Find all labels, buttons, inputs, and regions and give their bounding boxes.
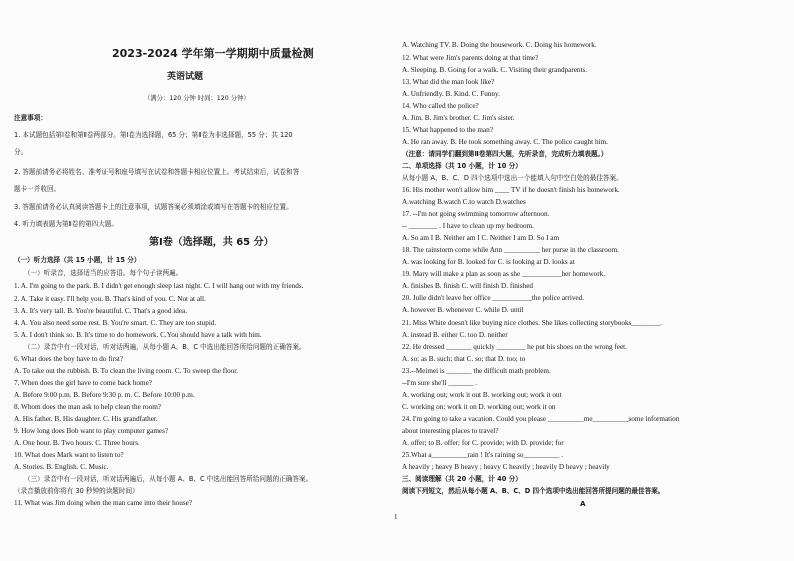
single-choice-heading: 二、单项选择（共 10 小题，计 10 分） xyxy=(402,162,522,170)
notes-item: 题卡一并收回。 xyxy=(14,185,61,193)
section3-instruction: （三）录音中有一段对话，听对话两遍后，从每小题 A、B、C 中选出能回答所给问题的正确答案。 xyxy=(24,475,313,483)
notes-item: 3. 答题前请务必认真阅读答题卡上的注意事项，试题答案必须填涂或填写在答题卡的相应位置。 xyxy=(14,203,293,211)
listening-heading: （一）听力选择（共 15 小题，计 15 分） xyxy=(14,256,141,264)
option-line: A. Unfriendly. B. Kind. C. Funny. xyxy=(402,90,500,98)
single-choice-instruction: 从每小题 A、B、C、D 四个选项中选出一个能填入句中空白处的最佳答案。 xyxy=(402,174,623,182)
part1-heading: 第Ⅰ卷（选择题，共 65 分） xyxy=(149,237,274,248)
option-line: A.watching B.watch C.to watch D.watches xyxy=(402,198,526,206)
question-line: 1. A. I'm going to the park. B. I didn't get enough sleep last night. C. I will hang out with my friends. xyxy=(14,282,304,290)
question-line: 10. What does Mark want to listen to? xyxy=(14,451,124,459)
question-line: 20. Julie didn't leave her office ___________the police arrived. xyxy=(402,294,584,302)
question-line: 11. What was Jim doing when the man came into their house? xyxy=(14,499,193,507)
question-line: A. One hour. B. Two hours. C. Three hours. xyxy=(14,439,140,447)
notes-item: 1. 本试题包括第Ⅰ卷和第Ⅱ卷两部分。第Ⅰ卷为选择题，65 分；第Ⅱ卷为非选择题，55 分；共 120 xyxy=(14,131,293,139)
question-line: 15. What happened to the man? xyxy=(402,126,493,134)
question-line: 8. Whom does the man ask to help clean the room? xyxy=(14,403,161,411)
question-line: 4. A. You also need some rest. B. You're smart. C. They are too stupid. xyxy=(14,319,217,327)
question-line: 9. How long does Bob want to play computer games? xyxy=(14,427,169,435)
question-line: 12. What were Jim's parents doing at that time? xyxy=(402,54,539,62)
option-line: A. so; as B. such; that C. so; that D. too; to xyxy=(402,355,526,363)
option-line: A. Jim. B. Jim's brother. C. Jim's sister. xyxy=(402,114,515,122)
question-line: A. Stories. B. English. C. Music. xyxy=(14,463,109,471)
question-line: 2. A. Take it easy. I'll help you. B. That's kind of you. C. Not at all. xyxy=(14,295,206,303)
option-line: A. instead B. either C. too D. neither xyxy=(402,331,508,339)
section3-instruction: （录音播放前你将有 30 秒钟的读题时间） xyxy=(14,487,139,495)
question-line: 18. The rainstorm come while Ann __________ her purse in the classroom. xyxy=(402,246,619,254)
exam-subject: 英语试题 xyxy=(167,72,204,82)
question-line: -- ________ . I have to clean up my bedroom. xyxy=(402,222,534,230)
question-line: 16. His mother won't allow him ____ TV if he doesn't finish his homework. xyxy=(402,186,620,194)
option-line: A. working out; work it out B. working out; work it out xyxy=(402,391,562,399)
option-line: A. however B. whenever C. while D. until xyxy=(402,306,524,314)
question-line: 23.--Meimei is _______ the difficult math problem. xyxy=(402,367,551,375)
question-line: 5. A. I don't think so. B. It's time to do homework. C.You should have a talk with him. xyxy=(14,331,262,339)
option-line: A. was looking for B. looked for C. is looking at D. looks at xyxy=(402,258,575,266)
question-line: 13. What did the man look like? xyxy=(402,78,495,86)
question-line: A. Before 9:00 p.m. B. Before 9:30 p. m. C. Before 10:00 p.m. xyxy=(14,391,195,399)
question-line: 6. What does the boy have to do first? xyxy=(14,355,124,363)
question-line: 7. When does the girl have to come back home? xyxy=(14,379,152,387)
reading-heading: 三、阅读理解（共 20 小题，计 40 分） xyxy=(402,475,522,483)
question-line: 17. --I'm not going swimming tomorrow afternoon. xyxy=(402,210,550,218)
question-line: 19. Mary will make a plan as soon as she ___________her homework. xyxy=(402,270,606,278)
question-line: about interesting places to travel? xyxy=(402,427,499,435)
question-line: A. His father. B. His daughter. C. His grandfather. xyxy=(14,415,158,423)
page-number: 1 xyxy=(394,513,398,521)
option-line: A. offer; to B. offer; for C. provide; with D. provide; for xyxy=(402,439,564,447)
option-line: A. So am I B. Neither am I C. Neither I am D. So I am xyxy=(402,234,560,242)
passage-label: A xyxy=(580,499,586,508)
exam-meta: （满分：120 分钟 时间：120 分钟） xyxy=(144,95,250,102)
question-line: 21. Miss White doesn't like buying nice clothes. She likes collecting storybooks________. xyxy=(402,319,662,327)
question-line: 24. I'm going to take a vacation. Could you please __________me__________some information xyxy=(402,415,680,423)
question-line: 25.What a__________rain ! It's raining so__________ . xyxy=(402,451,563,459)
question-line: 14. Who called the police? xyxy=(402,102,479,110)
question-line: 3. A. It's very tall. B. You're beautiful. C. That's a good idea. xyxy=(14,307,188,315)
question-line: 22. He dressed _______ quickly ________ he put his shoes on the wrong feet. xyxy=(402,343,627,351)
section1-instruction: （一）听录音，选择适当的应答语。每个句子读两遍。 xyxy=(24,269,183,277)
listening-note: （注意：请同学们翻到第Ⅱ卷第四大题，先听录音，完成听力填表题。） xyxy=(402,150,608,158)
exam-title: 2023-2024 学年第一学期期中质量检测 xyxy=(112,47,314,60)
option-line: A heavily ; heavy B heavy ; heavy C heavily ; heavily D heavy ; heavily xyxy=(402,463,610,471)
question-line: A. To take out the rubbish. B. To clean the living room. C. To sweep the floor. xyxy=(14,367,239,375)
notes-item: 2. 答题前请务必将姓名、准考证号和座号填写在试卷和答题卡相应位置上。考试结束后，试卷和答 xyxy=(14,168,300,176)
option-line: A. finishes B. finish C. will finish D. finished xyxy=(402,282,533,290)
section2-instruction: （二）录音中有一段对话，听对话两遍，从每小题 A、B、C 中选出能回答所给问题的正确答案。 xyxy=(24,343,306,351)
option-line: A. Watching TV. B. Doing the housework. C. Doing his homework. xyxy=(402,41,597,49)
option-line: A. He ran away. B. He took something away. C. The police caught him. xyxy=(402,138,608,146)
notes-item: 分。 xyxy=(14,148,28,156)
question-line: --I'm sure she'll _______ . xyxy=(402,379,478,387)
notes-item: 4. 听力填表题为第Ⅱ卷的第四大题。 xyxy=(14,220,118,228)
reading-instruction: 阅读下列短文，然后从每小题 A、B、C、D 四个选项中选出能回答所提问题的最佳答案。 xyxy=(402,487,665,495)
option-line: C. working on; work it on D. working out; work it on xyxy=(402,403,556,411)
notes-heading: 注意事项： xyxy=(14,114,47,122)
option-line: A. Sleeping. B. Going for a walk. C. Visiting their grandparents. xyxy=(402,66,588,74)
